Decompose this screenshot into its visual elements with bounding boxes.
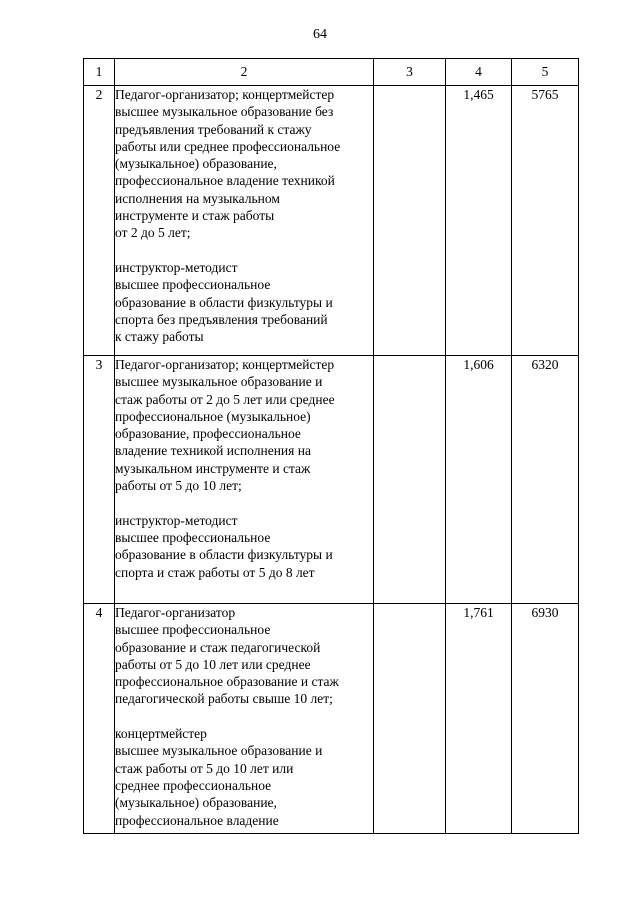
description-line: высшее музыкальное образование и bbox=[115, 743, 323, 759]
description-line: стаж работы от 2 до 5 лет или среднее bbox=[115, 391, 335, 407]
description-line: педагогической работы свыше 10 лет; bbox=[115, 691, 333, 707]
position-description bbox=[115, 356, 374, 604]
description-line: образование и стаж педагогической bbox=[115, 639, 321, 655]
description-line: спорта без предъявления требований bbox=[115, 311, 328, 327]
description-line: (музыкальное) образование, bbox=[115, 156, 277, 172]
row-number: 3 bbox=[84, 356, 115, 604]
description-line: Педагог-организатор; концертмейстер bbox=[115, 357, 335, 372]
description-line: предъявления требований к стажу bbox=[115, 121, 312, 137]
paragraph-gap bbox=[115, 242, 373, 259]
position-description bbox=[115, 86, 374, 356]
description-line: высшее музыкальное образование без bbox=[115, 104, 334, 120]
salary-table bbox=[83, 58, 579, 834]
paragraph-gap bbox=[115, 494, 373, 511]
position-description bbox=[115, 604, 374, 834]
description-line: образование в области физкультуры и bbox=[115, 547, 333, 563]
row-number: 4 bbox=[84, 604, 115, 834]
description-line: инструктор-методист bbox=[115, 512, 238, 528]
description-line: профессиональное образование и стаж bbox=[115, 674, 339, 690]
description-line: высшее профессиональное bbox=[115, 622, 271, 638]
description-line: образование в области физкультуры и bbox=[115, 294, 333, 310]
table-row bbox=[84, 356, 579, 604]
description-line: Педагог-организатор; концертмейстер bbox=[115, 87, 335, 102]
coefficient-cell: 1,761 bbox=[446, 604, 512, 834]
description-line: (музыкальное) образование, bbox=[115, 795, 277, 811]
description-line: Педагог-организатор bbox=[115, 605, 236, 620]
description-line: стаж работы от 5 до 10 лет или bbox=[115, 760, 294, 776]
description-line: спорта и стаж работы от 5 до 8 лет bbox=[115, 564, 315, 580]
header-cell: 2 bbox=[115, 59, 374, 86]
column-3-cell bbox=[374, 604, 446, 834]
row-number: 2 bbox=[84, 86, 115, 356]
header-cell: 3 bbox=[374, 59, 446, 86]
description-line: профессиональное (музыкальное) bbox=[115, 408, 311, 424]
description-line: инструктор-методист bbox=[115, 259, 238, 275]
description-line: профессиональное владение bbox=[115, 812, 279, 828]
description-line: к стажу работы bbox=[115, 329, 204, 345]
description-line: высшее музыкальное образование и bbox=[115, 374, 323, 390]
description-line: работы или среднее профессиональное bbox=[115, 138, 341, 154]
page-number: 64 bbox=[313, 27, 327, 42]
amount-cell: 6930 bbox=[512, 604, 579, 834]
description-line: работы от 5 до 10 лет; bbox=[115, 478, 242, 494]
table-row bbox=[84, 86, 579, 356]
table-row bbox=[84, 604, 579, 834]
description-line: высшее профессиональное bbox=[115, 277, 271, 293]
amount-cell: 6320 bbox=[512, 356, 579, 604]
description-line: от 2 до 5 лет; bbox=[115, 225, 191, 241]
description-line: владение техникой исполнения на bbox=[115, 443, 311, 459]
description-line: высшее профессиональное bbox=[115, 529, 271, 545]
header-cell: 1 bbox=[84, 59, 115, 86]
description-line: концертмейстер bbox=[115, 726, 207, 742]
coefficient-cell: 1,606 bbox=[446, 356, 512, 604]
description-line: образование, профессиональное bbox=[115, 426, 301, 442]
description-line: среднее профессиональное bbox=[115, 777, 272, 793]
header-cell: 5 bbox=[512, 59, 579, 86]
description-line: исполнения на музыкальном bbox=[115, 190, 280, 206]
paragraph-gap bbox=[115, 708, 373, 725]
column-3-cell bbox=[374, 86, 446, 356]
description-line: музыкальном инструменте и стаж bbox=[115, 460, 311, 476]
header-cell: 4 bbox=[446, 59, 512, 86]
description-line: работы от 5 до 10 лет или среднее bbox=[115, 656, 311, 672]
description-line: профессиональное владение техникой bbox=[115, 173, 335, 189]
amount-cell: 5765 bbox=[512, 86, 579, 356]
coefficient-cell: 1,465 bbox=[446, 86, 512, 356]
table-header-row bbox=[84, 59, 579, 86]
description-line: инструменте и стаж работы bbox=[115, 208, 275, 224]
column-3-cell bbox=[374, 356, 446, 604]
